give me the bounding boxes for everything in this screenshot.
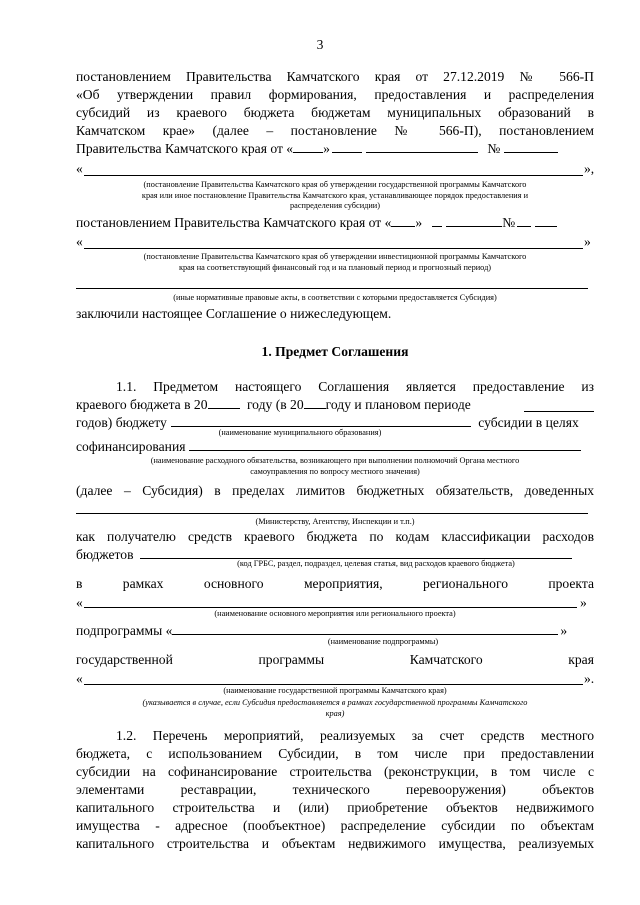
subprogram-blank xyxy=(172,622,558,635)
note-gov-decree xyxy=(76,180,594,212)
intro-line-4: Камчатском крае» (далее – постановление № 566-П), постановлением xyxy=(76,123,594,138)
intro-line-1: постановлением Правительства Камчатского края от 27.12.2019 № 566-П xyxy=(76,69,594,84)
measure-blank xyxy=(84,607,577,608)
p11-line-2 xyxy=(76,396,471,413)
p12-line-1: 1.2. Перечень мероприятий, реализуемых за счет средств местного xyxy=(116,728,594,743)
note-subprogram: (наименование подпрограммы) xyxy=(327,637,439,646)
obligation-blank xyxy=(189,438,581,451)
p11-line-8-w5: регионального xyxy=(423,576,508,591)
note-municipality: (наименование муниципального образования) xyxy=(218,428,382,437)
budget-name-blank xyxy=(171,414,471,427)
note-ministry: (Министерству, Агентству, Инспекции и т.п.) xyxy=(255,517,415,526)
p11-line-7-text: бюджетов xyxy=(76,547,134,562)
p11-line-10-w1: государственной xyxy=(76,652,173,667)
p11-line-8-w4: мероприятия, xyxy=(303,576,383,591)
month-blank-1 xyxy=(332,140,362,153)
note-gov-decree-line-1: (постановление Правительства Камчатского края об утверждении государственной программы Камчатского xyxy=(143,180,527,189)
p11-line-9-close: » xyxy=(560,623,568,638)
p11-line-8-w2: рамках xyxy=(122,576,164,591)
blank-line-2 xyxy=(84,248,583,249)
day-blank-2 xyxy=(391,214,415,227)
intro-line-6-text: постановлением Правительства Камчатского края от « xyxy=(76,215,392,230)
intro-line-5-quote: » xyxy=(323,141,330,156)
note-other-acts: (иные нормативные правовые акты, в соответствии с которыми предоставляется Субсидия) xyxy=(173,293,497,302)
quote-open-2: « xyxy=(76,234,83,249)
p11-line-9-text: подпрограммы « xyxy=(76,623,173,638)
p11-line-4 xyxy=(76,438,581,455)
intro-line-6-number-sign: № xyxy=(502,215,516,230)
p11-line-2b: году (в 20 xyxy=(246,397,304,412)
month-blank-2 xyxy=(432,214,442,227)
number-blank-1 xyxy=(504,140,558,153)
note-condition-line-1: (указывается в случае, если Субсидия предоставляется в рамках государственной программы Камчатского xyxy=(142,698,528,707)
p11-line-10-w2: программы xyxy=(258,652,325,667)
year-blank-4 xyxy=(304,396,326,409)
quote-open-1: « xyxy=(76,161,83,176)
intro-line-6-quote: » xyxy=(415,215,423,230)
note-gov-decree-line-2: края или иное постановление Правительства Камчатского края, устанавливающее порядок предоставления и xyxy=(141,190,529,200)
quote-close-1: », xyxy=(584,161,595,176)
blank-line-3 xyxy=(76,288,588,289)
p11-line-8-w1: в xyxy=(76,576,83,591)
p12-line-7: капитального строительства и объектам недвижимого имущества, реализуемых xyxy=(76,836,594,851)
note-gov-decree-line-3: распределения субсидии) xyxy=(290,201,380,210)
year-blank-2 xyxy=(446,214,502,227)
p11-line-1: 1.1. Предметом настоящего Соглашения является предоставление из xyxy=(116,379,594,394)
p11-line-3a: годов) бюджету xyxy=(76,415,167,430)
intro-line-3: субсидий из краевого бюджета бюджетам муниципальных образований в xyxy=(76,105,594,120)
p11-line-2c: году и плановом периоде xyxy=(325,397,471,412)
quote-close-4: ». xyxy=(584,671,595,686)
p12-line-4: элементами реставрации, технического перевооружения) объектов xyxy=(76,782,594,797)
blank-line-1 xyxy=(84,175,583,176)
year-blank-1 xyxy=(366,140,478,153)
intro-line-6 xyxy=(76,214,557,231)
number-blank-2b xyxy=(535,214,557,227)
number-blank-2 xyxy=(517,214,531,227)
quote-open-3: « xyxy=(76,595,83,610)
day-blank-1 xyxy=(293,140,323,153)
page-number: 3 xyxy=(316,37,324,52)
ministry-blank xyxy=(76,513,588,514)
p12-line-2: бюджета, с использованием Субсидии, в том числе при предоставлении xyxy=(76,746,594,761)
note-invest-program-line-1: (постановление Правительства Камчатского края об утверждении инвестиционной программы Камчатского xyxy=(143,252,527,261)
intro-line-5-number-sign: № xyxy=(487,141,501,156)
p11-line-10-w4: края xyxy=(568,652,594,667)
note-invest-program-line-2: края на соответствующий финансовый год и на плановый период и прогнозный период) xyxy=(178,262,492,272)
note-condition-line-2: края) xyxy=(325,708,345,718)
section-title: 1. Предмет Соглашения xyxy=(261,344,409,359)
note-obligation-line-1: (наименование расходного обязательства, возникающего при выполнении полномочий Органа местного xyxy=(150,456,520,465)
quote-open-4: « xyxy=(76,671,83,686)
p11-line-8-w3: основного xyxy=(203,576,264,591)
note-obligation-line-2: самоуправления по вопросу местного значения) xyxy=(250,466,420,476)
gov-program-blank xyxy=(84,684,583,685)
quote-close-3: » xyxy=(580,595,587,610)
p11-line-8 xyxy=(76,575,594,592)
p11-line-10 xyxy=(76,651,594,668)
p12-line-5: капитального строительства и (или) приобретение объектов недвижимого xyxy=(76,800,594,815)
p11-line-3b: субсидии в целях xyxy=(478,415,579,430)
p11-line-6: как получателю средств краевого бюджета по кодам классификации расходов xyxy=(76,529,594,544)
p11-line-2a: краевого бюджета в 20 xyxy=(76,397,208,412)
period-blank xyxy=(524,411,594,412)
year-blank-3 xyxy=(208,396,240,409)
note-budget-codes: (код ГРБС, раздел, подраздел, целевая статья, вид расходов краевого бюджета) xyxy=(237,559,515,568)
budget-codes-blank xyxy=(140,546,572,559)
quote-close-2: » xyxy=(584,234,591,249)
intro-conclusion: заключили настоящее Соглашение о нижеследующем. xyxy=(76,306,392,321)
p12-line-6: имущества - адресное (пообъектное) распределение субсидии по объектам xyxy=(76,818,594,833)
p11-line-5: (далее – Субсидия) в пределах лимитов бюджетных обязательств, доведенных xyxy=(76,483,594,498)
intro-line-2: «Об утверждении правил формирования, предоставления и распределения xyxy=(76,87,594,102)
p11-line-4-text: софинансирования xyxy=(76,439,186,454)
note-measure: (наименование основного мероприятия или регионального проекта) xyxy=(214,609,456,618)
note-obligation xyxy=(76,456,594,477)
note-gov-program: (наименование государственной программы Камчатского края) xyxy=(223,686,447,695)
note-invest-program xyxy=(76,252,594,273)
note-gov-program-condition xyxy=(76,698,594,719)
intro-line-5-text: Правительства Камчатского края от « xyxy=(76,141,294,156)
p12-line-3: субсидии на софинансирование строительства (реконструкции, в том числе с xyxy=(76,764,594,779)
intro-line-5 xyxy=(76,140,558,157)
p11-line-8-w6: проекта xyxy=(548,576,594,591)
p11-line-10-w3: Камчатского xyxy=(409,652,483,667)
